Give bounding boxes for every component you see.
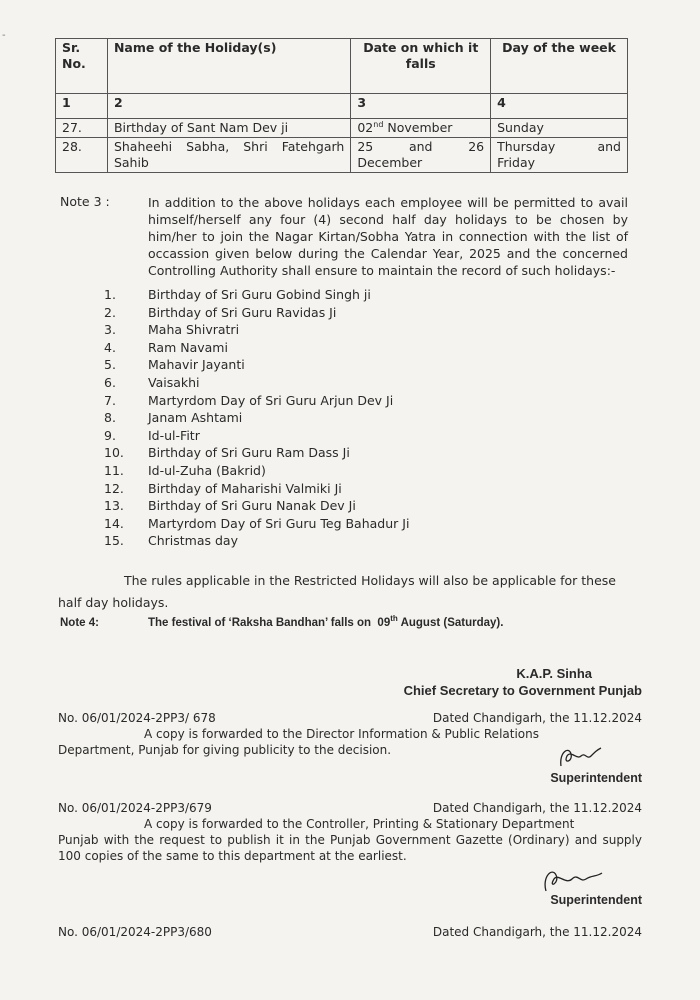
memo-number: No. 06/01/2024-2PP3/680 bbox=[58, 925, 212, 939]
row-date: 02nd November bbox=[351, 119, 491, 138]
margin-mark: - bbox=[2, 30, 6, 41]
superintendent-1: Superintendent bbox=[550, 771, 642, 785]
header-sr-no: Sr. No. bbox=[56, 39, 108, 94]
list-item: 4. Ram Navami bbox=[104, 339, 228, 355]
list-item: 5. Mahavir Jayanti bbox=[104, 357, 245, 373]
note4: Note 4: The festival of ‘Raksha Bandhan’ falls on 09th August (Saturday). bbox=[60, 614, 504, 629]
signatory-block bbox=[404, 665, 642, 699]
row-sr: 27. bbox=[56, 119, 108, 138]
signatory-name: K.A.P. Sinha bbox=[516, 666, 592, 681]
list-item: 15. Christmas day bbox=[104, 533, 238, 549]
list-item: 9. Id-ul-Fitr bbox=[104, 427, 200, 443]
column-number: 4 bbox=[491, 94, 628, 119]
column-number: 3 bbox=[351, 94, 491, 119]
row-sr: 28. bbox=[56, 138, 108, 173]
list-item: 10. Birthday of Sri Guru Ram Dass Ji bbox=[104, 445, 350, 461]
column-number: 1 bbox=[56, 94, 108, 119]
header-day: Day of the week bbox=[491, 39, 628, 94]
list-item: 8. Janam Ashtami bbox=[104, 410, 243, 426]
rules-paragraph: The rules applicable in the Restricted Holidays will also be applicable for these half day holidays. bbox=[58, 573, 616, 610]
table-header-row bbox=[56, 39, 628, 94]
table-row bbox=[56, 138, 628, 173]
signature-mark bbox=[555, 742, 605, 772]
column-number: 2 bbox=[107, 94, 350, 119]
column-number-row bbox=[56, 94, 628, 119]
header-date: Date on which it falls bbox=[351, 39, 491, 94]
list-item: 13. Birthday of Sri Guru Nanak Dev Ji bbox=[104, 498, 356, 514]
row-day: Sunday bbox=[491, 119, 628, 138]
list-item: 11. Id-ul-Zuha (Bakrid) bbox=[104, 462, 266, 478]
signatory-designation: Chief Secretary to Government Punjab bbox=[403, 683, 642, 698]
superintendent-2: Superintendent bbox=[550, 893, 642, 907]
occasion-list bbox=[104, 286, 409, 550]
memo-number: No. 06/01/2024-2PP3/ 678 bbox=[58, 711, 216, 725]
row-holiday-name: Birthday of Sant Nam Dev ji bbox=[107, 119, 350, 138]
list-item: 14. Martyrdom Day of Sri Guru Teg Bahadur Ji bbox=[104, 515, 410, 531]
note3-text: In addition to the above holidays each employee will be permitted to avail himself/herself any four (4) second half day holidays to be chosen by him/her to join the Nagar Kirtan/Sobha Yatra in connection with the list of occassion given below during the Calendar Year, 2025 and the concerned Controlling Authority shall ensure to maintain the record of such holidays:- bbox=[148, 195, 628, 278]
memo-date: Dated Chandigarh, the 11.12.2024 bbox=[432, 711, 642, 725]
memo-3 bbox=[58, 924, 642, 940]
list-item: 1. Birthday of Sri Guru Gobind Singh ji bbox=[104, 287, 371, 302]
row-date: 25 and 26 December bbox=[351, 138, 491, 173]
memo-2: No. 06/01/2024-2PP3/679 Dated Chandigarh, the 11.12.2024 A copy is forwarded to the Controller, Printing & Stationary Department Punjab with the request to publish it in the Punjab Government Gazette (Ordinary) and supply 100 copies of the same to this department at the earliest. bbox=[58, 801, 642, 863]
list-item: 12. Birthday of Maharishi Valmiki Ji bbox=[104, 480, 342, 496]
signature-mark bbox=[540, 865, 610, 895]
list-item: 7. Martyrdom Day of Sri Guru Arjun Dev Ji bbox=[104, 392, 394, 408]
memo-1: No. 06/01/2024-2PP3/ 678 Dated Chandigarh, the 11.12.2024 A copy is forwarded to the Director Information & Public Relations Department, Punjab for giving publicity to the decision. bbox=[58, 711, 642, 757]
row-holiday-name: Shaheehi Sabha, Shri Fatehgarh Sahib bbox=[107, 138, 350, 173]
list-item: 3. Maha Shivratri bbox=[104, 322, 240, 338]
header-holiday-name: Name of the Holiday(s) bbox=[107, 39, 350, 94]
memo-date: Dated Chandigarh, the 11.12.2024 bbox=[432, 925, 642, 939]
table-row bbox=[56, 119, 628, 138]
list-item: 6. Vaisakhi bbox=[104, 374, 200, 390]
row-day: Thursday and Friday bbox=[491, 138, 628, 173]
memo-date: Dated Chandigarh, the 11.12.2024 bbox=[432, 801, 642, 815]
holiday-table bbox=[55, 38, 628, 173]
list-item: 2. Birthday of Sri Guru Ravidas Ji bbox=[104, 304, 337, 320]
note4-label: Note 4: bbox=[60, 617, 99, 629]
note3-label: Note 3 : bbox=[60, 194, 110, 209]
memo-number: No. 06/01/2024-2PP3/679 bbox=[58, 801, 212, 815]
